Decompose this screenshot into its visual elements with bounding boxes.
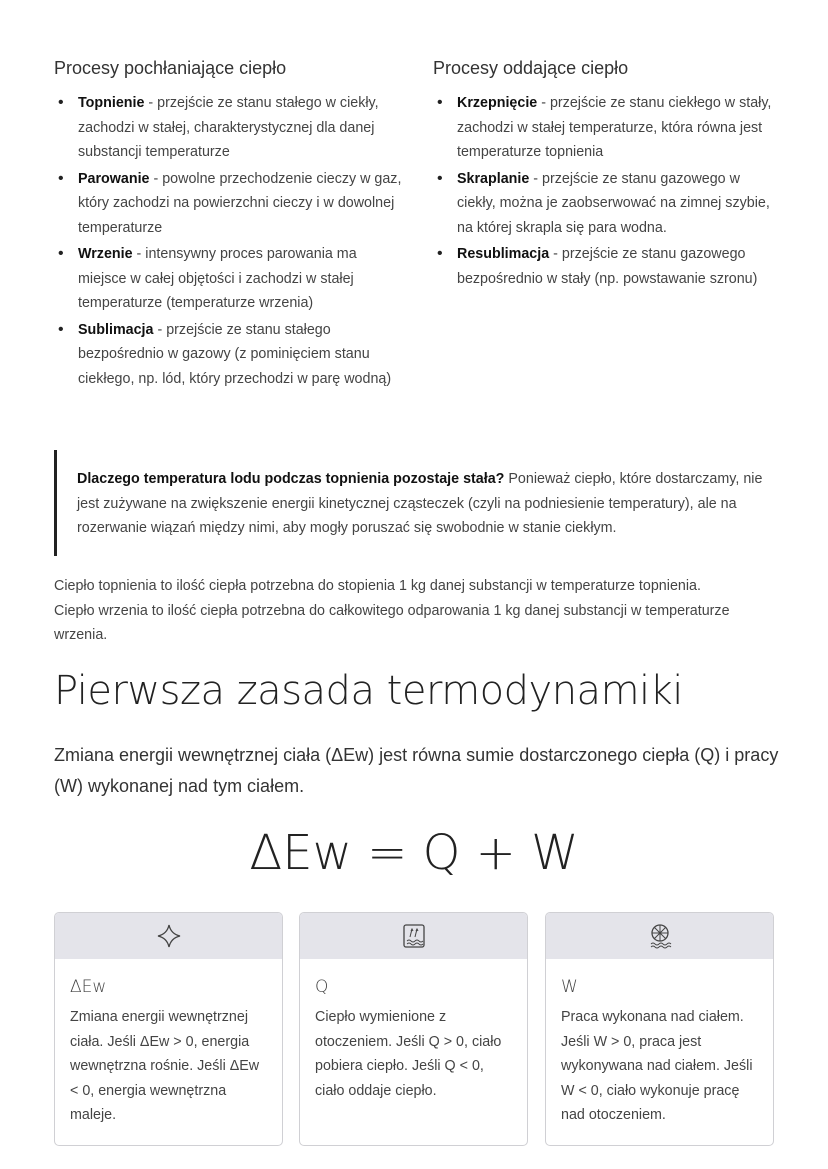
list-item xyxy=(54,91,404,165)
blockquote xyxy=(54,450,774,556)
releasing-processes xyxy=(433,58,778,293)
heat-paragraph xyxy=(54,574,784,648)
term: Wrzenie xyxy=(78,246,133,262)
card-text: Zmiana energii wewnętrznej ciała. Jeśli ΔEw > 0, energia wewnętrzna rośnie. Jeśli ΔEw < 0, energia wewnętrzna maleje. xyxy=(70,1009,260,1123)
desc: - intensywny proces parowania ma miejsce w całej objętości i zachodzi w stałej temperaturze (temperaturze wrzenia) xyxy=(78,246,357,311)
section-title: Pierwsza zasada termodynamiki xyxy=(54,668,683,714)
desc: - przejście ze stanu stałego bezpośrednio w gazowy (z pominięciem stanu ciekłego, np. lód, który przechodzi w parę wodną) xyxy=(78,321,392,387)
list-item xyxy=(54,167,404,241)
list-item xyxy=(433,242,778,291)
desc: - przejście ze stanu gazowego bezpośrednio w stały (np. powstawanie szronu) xyxy=(457,246,758,287)
desc: - powolne przechodzenie cieczy w gaz, który zachodzi na powierzchni cieczy i w dowolnej temperaturze xyxy=(78,170,402,236)
term: Skraplanie xyxy=(457,170,530,187)
list-item xyxy=(433,91,778,165)
card-symbol: W xyxy=(561,977,578,997)
card-delta-ew xyxy=(54,912,283,1146)
quote-answer: Ponieważ ciepło, które dostarczamy, nie jest zużywane na zwiększenie energii kinetycznej cząsteczek (czyli na podniesienie temperatury), ale na rozerwanie wiązań między nimi, aby mogły poruszać się swobodnie w stanie ciekłym. xyxy=(77,471,763,536)
sparkle-icon xyxy=(156,923,182,949)
card-q xyxy=(299,912,528,1146)
term: Sublimacja xyxy=(78,321,154,338)
quote-question: Dlaczego temperatura lodu podczas topnienia pozostaje stała? xyxy=(77,471,505,487)
desc: - przejście ze stanu gazowego w ciekły, można je zaobserwować na zimnej szybie, na której skrapla się para wodna. xyxy=(457,170,770,236)
absorbing-title: Procesy pochłaniające ciepło xyxy=(54,58,287,78)
desc: - przejście ze stanu stałego w ciekły, zachodzi w stałej, charakterystycznej dla danej substancji temperaturze xyxy=(78,95,379,160)
releasing-title: Procesy oddające ciepło xyxy=(433,58,629,78)
term: Krzepnięcie xyxy=(457,95,538,111)
term: Resublimacja xyxy=(457,246,550,262)
card-w xyxy=(545,912,774,1146)
list-item xyxy=(54,242,404,316)
card-text: Praca wykonana nad ciałem. Jeśli W > 0, praca jest wykonywana nad ciałem. Jeśli W < 0, ciało wykonuje pracę nad otoczeniem. xyxy=(561,1009,753,1123)
absorbing-processes xyxy=(54,58,404,393)
desc: - przejście ze stanu ciekłego w stały, zachodzi w stałej temperaturze, która równa jest temperaturze topnienia xyxy=(457,95,772,160)
term: Topnienie xyxy=(78,95,145,111)
card-symbol: ΔEw xyxy=(70,977,107,997)
list-item xyxy=(54,318,404,392)
heat-water-icon xyxy=(401,923,427,949)
card-text: Ciepło wymienione z otoczeniem. Jeśli Q > 0, ciało pobiera ciepło. Jeśli Q < 0, ciało oddaje ciepło. xyxy=(315,1009,502,1099)
para-line: Ciepło wrzenia to ilość ciepła potrzebna do całkowitego odparowania 1 kg danej substancji w temperaturze wrzenia. xyxy=(54,602,730,643)
section-intro: Zmiana energii wewnętrznej ciała (ΔEw) jest równa sumie dostarczonego ciepła (Q) i pracy (W) wykonanej nad tym ciałem. xyxy=(54,745,779,796)
list-item xyxy=(433,167,778,241)
term: Parowanie xyxy=(78,170,150,187)
para-line: Ciepło topnienia to ilość ciepła potrzebna do stopienia 1 kg danej substancji w temperaturze topnienia. xyxy=(54,578,701,594)
card-symbol: Q xyxy=(315,977,329,997)
water-wheel-icon xyxy=(647,923,673,949)
formula: ΔEw = Q + W xyxy=(249,825,579,881)
